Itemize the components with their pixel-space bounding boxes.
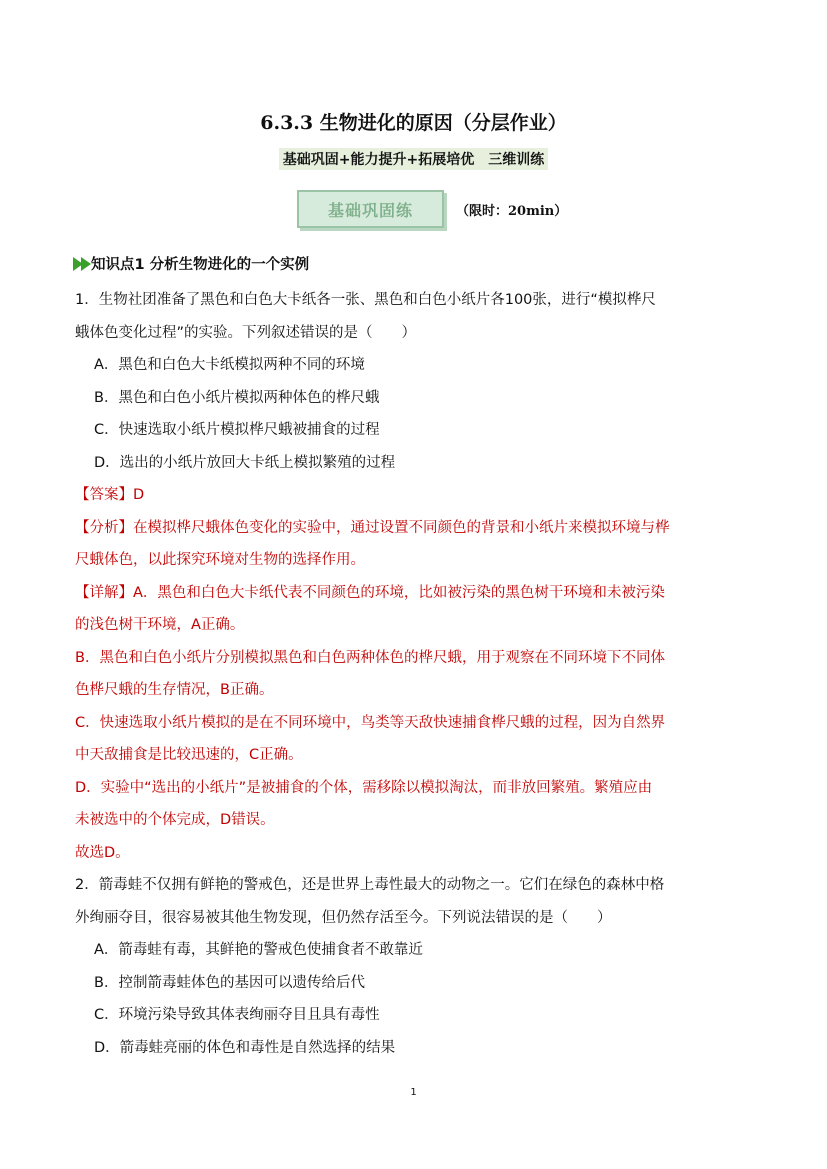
page-number: 1 [410, 1087, 417, 1098]
text-line: 【详解】A．黑色和白色大卡纸代表不同颜色的环境，比如被污染的黑色树干环境和未被污染 [75, 584, 665, 601]
text-line: C．环境污染导致其体表绚丽夺目且具有毒性 [94, 1007, 380, 1023]
text-line: 色桦尺蛾的生存情况，B正确。 [75, 682, 274, 698]
text-line: 2．箭毒蛙不仅拥有鲜艳的警戒色，还是世界上毒性最大的动物之一。它们在绿色的森林中格 [75, 877, 665, 893]
text-line: 外绚丽夺目，很容易被其他生物发现，但仍然存活至今。下列说法错误的是（ ） [75, 909, 612, 926]
text-line: B．黑色和白色小纸片分别模拟黑色和白色两种体色的桦尺蛾，用于观察在不同环境下不同体 [75, 649, 665, 666]
text-line: D．选出的小纸片放回大卡纸上模拟繁殖的过程 [94, 454, 396, 471]
document-title: 6.3.3 生物进化的原因（分层作业） [260, 112, 567, 134]
knowledge-point-label: 知识点1 分析生物进化的一个实例 [91, 257, 310, 273]
text-line: A．箭毒蛙有毒，其鲜艳的警戒色使捕食者不敢靠近 [94, 942, 423, 958]
text-line: 故选D。 [75, 844, 130, 861]
text-line: 的浅色树干环境，A正确。 [75, 617, 245, 633]
subtitle: 基础巩固+能力提升+拓展培优 三维训练 [279, 148, 548, 170]
text-line: 中天敌捕食是比较迅速的，C正确。 [75, 747, 303, 763]
double-chevron-icon [73, 257, 89, 271]
text-line: D．箭毒蛙亮丽的体色和毒性是自然选择的结果 [94, 1039, 396, 1056]
text-line: C．快速选取小纸片模拟桦尺蛾被捕食的过程 [94, 422, 380, 438]
text-line: 蛾体色变化过程”的实验。下列叙述错误的是（ ） [75, 324, 417, 341]
text-line: A．黑色和白色大卡纸模拟两种不同的环境 [94, 357, 365, 373]
text-line: 【分析】在模拟桦尺蛾体色变化的实验中，通过设置不同颜色的背景和小纸片来模拟环境与桦 [75, 519, 670, 536]
text-line: B．控制箭毒蛙体色的基因可以遗传给后代 [94, 974, 365, 991]
text-line: D．实验中“选出的小纸片”是被捕食的个体，需移除以模拟淘汰，而非放回繁殖。繁殖应由 [75, 779, 653, 796]
text-line: 尺蛾体色，以此探究环境对生物的选择作用。 [75, 552, 365, 568]
text-line: C．快速选取小纸片模拟的是在不同环境中，鸟类等天敌快速捕食桦尺蛾的过程，因为自然界 [75, 714, 666, 731]
subtitle-row [0, 148, 827, 170]
text-line: 【答案】D [75, 487, 145, 503]
text-line: B．黑色和白色小纸片模拟两种体色的桦尺蛾 [94, 389, 380, 406]
question-body [75, 284, 755, 1064]
time-limit: （限时：20min） [456, 203, 568, 219]
knowledge-point-heading [73, 253, 309, 274]
section-header [297, 190, 567, 228]
section-badge: 基础巩固练 [297, 190, 444, 228]
text-line: 未被选中的个体完成，D错误。 [75, 812, 275, 828]
text-line: 1．生物社团准备了黑色和白色大卡纸各一张、黑色和白色小纸片各100张，进行“模拟桦尺 [75, 292, 656, 308]
